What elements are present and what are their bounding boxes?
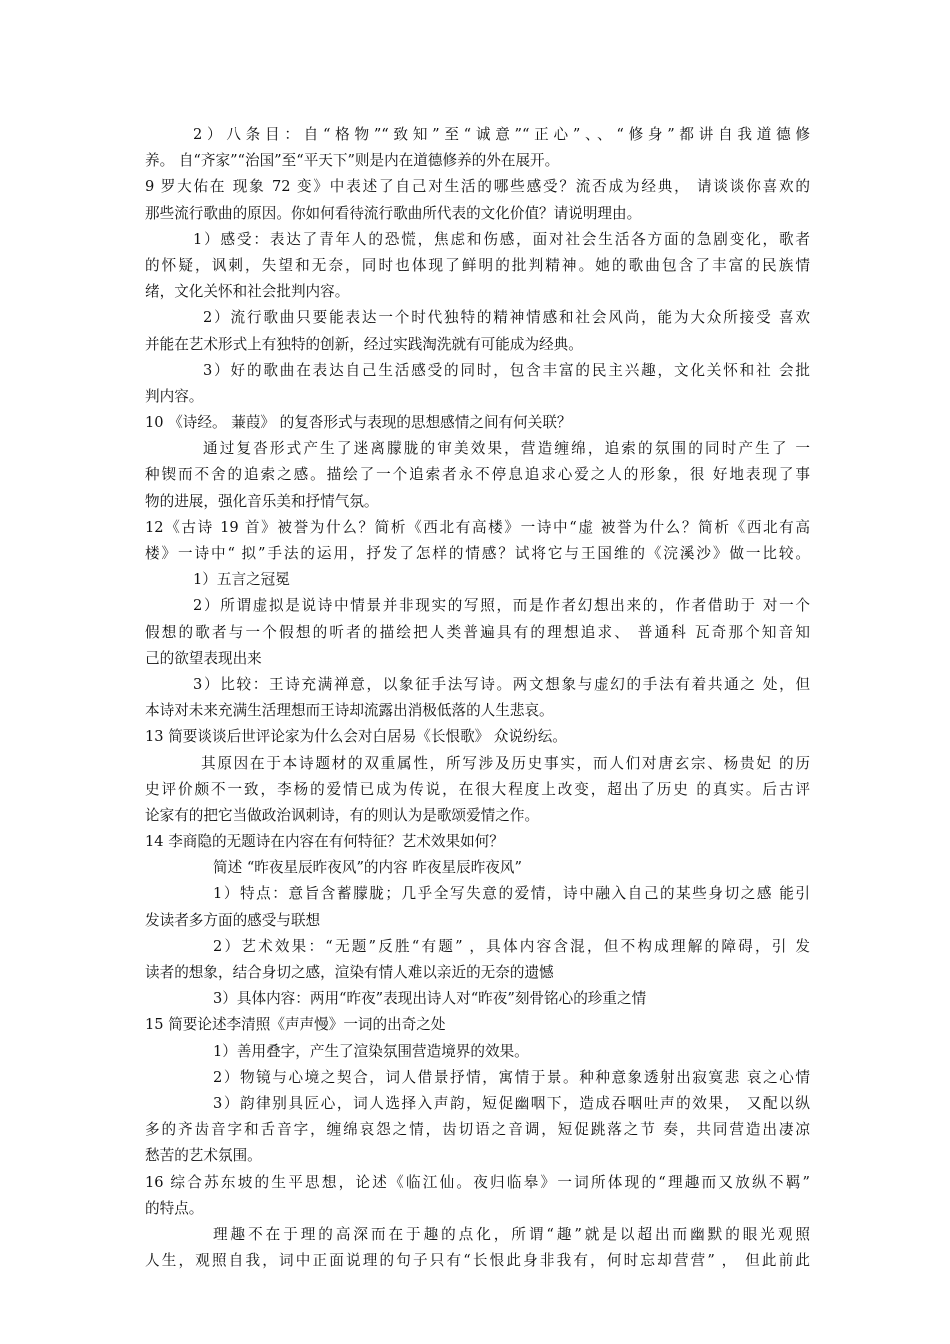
text-line: 理趣不在于理的高深而在于趣的点化，所谓“趣”就是以超出而幽默的眼光观照 xyxy=(213,1225,810,1243)
text-line: 并能在艺术形式上有独特的创新，经过实践淘洗就有可能成为经典。 xyxy=(145,335,583,353)
text-line: 2）八条目：自“格物”“致知”至“诚意”“正心”、、“修身”都讲自我道德修 xyxy=(193,126,810,143)
text-line: 绪，文化关怀和社会批判内容。 xyxy=(145,283,350,301)
text-line: 论家有的把它当做政治讽刺诗，有的则认为是歌颂爱情之作。 xyxy=(145,806,540,824)
question-9-line: 9 罗大佑在 现象 72 变》中表述了自己对生活的哪些感受？流否成为经典， 请谈谈你喜欢的 xyxy=(145,178,810,196)
text-line: 判内容。 xyxy=(145,387,204,405)
text-line: 养。 自“齐家”“治国”至“平天下”则是内在道德修养的外在展开。 xyxy=(145,152,560,170)
text-line: 3）好的歌曲在表达自己生活感受的同时，包含丰富的民主兴趣，文化关怀和社 会批 xyxy=(203,361,810,379)
text-line: 多的齐齿音字和舌音字，缠绵哀怨之情，齿切语之音调，短促跳落之节 奏，共同营造出凄凉 xyxy=(145,1121,810,1139)
text-line: 己的欲望表现出来 xyxy=(145,649,262,667)
text-line: 1）善用叠字，产生了渲染氛围营造境界的效果。 xyxy=(213,1042,529,1060)
text-line: 假想的歌者与一个假想的听者的描绘把人类普遍具有的理想追求、 普通科 瓦奇那个知音知 xyxy=(145,623,810,641)
text-line: 其原因在于本诗题材的双重属性，所写涉及历史事实，而人们对唐玄宗、杨贵妃 的历 xyxy=(201,754,810,772)
question-15-line: 15 简要论述李清照《声声慢》一词的出奇之处 xyxy=(145,1016,446,1034)
text-line: 通过复沓形式产生了迷离朦胧的审美效果，营造缠绵，追索的氛围的同时产生了 一 xyxy=(203,440,810,458)
question-14-line: 14 李商隐的无题诗在内容在有何特征？艺术效果如何？ xyxy=(145,833,504,851)
text-line: 那些流行歌曲的原因。你如何看待流行歌曲所代表的文化价值？请说明理由。 xyxy=(145,204,642,222)
text-line: 读者的想象，结合身切之感，渲染有情人难以亲近的无奈的遗憾 xyxy=(145,964,554,981)
text-line: 1）五言之冠冕 xyxy=(193,571,290,589)
text-line: 2）所谓虚拟是说诗中情景并非现实的写照，而是作者幻想出来的，作者借助于 对一个 xyxy=(193,597,810,615)
text-line: 楼》一诗中“ 拟”手法的运用，抒发了怎样的情感？试将它与王国维的《浣溪沙》做一比较。 xyxy=(145,545,810,562)
text-line: 愁苦的艺术氛围。 xyxy=(145,1147,262,1165)
text-line: 发读者多方面的感受与联想 xyxy=(145,911,321,929)
text-line: 的特点。 xyxy=(145,1199,204,1217)
text-line: 2）物镜与心境之契合，词人借景抒情，寓情于景。种种意象透射出寂寞悲 哀之心情 xyxy=(213,1068,810,1086)
text-line: 物的进展，强化音乐美和抒情气氛。 xyxy=(145,492,379,510)
question-16-line: 16 综合苏东坡的生平思想，论述《临江仙。夜归临皋》一词所体现的“理趣而又放纵不羁” xyxy=(145,1173,810,1191)
text-line: 简述 “昨夜星辰昨夜风”的内容 昨夜星辰昨夜风” xyxy=(213,859,522,877)
text-line: 3）韵律别具匠心，词人选择入声韵，短促幽咽下，造成吞咽吐声的效果， 又配以纵 xyxy=(213,1094,810,1112)
text-line: 1）特点：意旨含蓄朦胧；几乎全写失意的爱情，诗中融入自己的某些身切之感 能引 xyxy=(213,885,810,903)
text-line: 种锲而不舍的追索之感。描绘了一个追索者永不停息追求心爱之人的形象，很 好地表现了事 xyxy=(145,466,810,484)
text-line: 人生，观照自我，词中正面说理的句子只有“长恨此身非我有，何时忘却营营” ， 但此前此 xyxy=(145,1252,810,1270)
text-line: 本诗对未来充满生活理想而王诗却流露出消极低落的人生悲哀。 xyxy=(145,702,554,720)
document-body xyxy=(145,122,810,1274)
text-line: 史评价颇不一致，李杨的爱情已成为传说，在很大程度上改变，超出了历史 的真实。后古评 xyxy=(145,780,810,798)
text-line: 1）感受：表达了青年人的恐慌，焦虑和伤感，面对社会生活各方面的急剧变化，歌者 xyxy=(193,230,810,248)
text-line: 3）具体内容：两用“昨夜”表现出诗人对“昨夜”刻骨铭心的珍重之情 xyxy=(213,990,647,1008)
question-10-line: 10 《诗经。 蒹葭》 的复沓形式与表现的思想感情之间有何关联？ xyxy=(145,414,572,432)
text-line: 的怀疑，讽刺，失望和无奈，同时也体现了鲜明的批判精神。她的歌曲包含了丰富的民族情 xyxy=(145,256,810,274)
question-12-line: 12《古诗 19 首》被誉为什么？简析《西北有高楼》一诗中“虚 被誉为什么？简析《西北有高 xyxy=(145,518,810,536)
question-13-line: 13 简要谈谈后世评论家为什么会对白居易《长恨歌》 众说纷纭。 xyxy=(145,728,567,746)
text-line: 3）比较：王诗充满禅意，以象征手法写诗。两文想象与虚幻的手法有着共通之 处，但 xyxy=(193,675,810,693)
text-line: 2）艺术效果：“无题”反胜“有题” ，具体内容含混，但不构成理解的障碍，引 发 xyxy=(213,937,810,955)
text-line: 2）流行歌曲只要能表达一个时代独特的精神情感和社会风尚，能为大众所接受 喜欢 xyxy=(203,309,810,327)
